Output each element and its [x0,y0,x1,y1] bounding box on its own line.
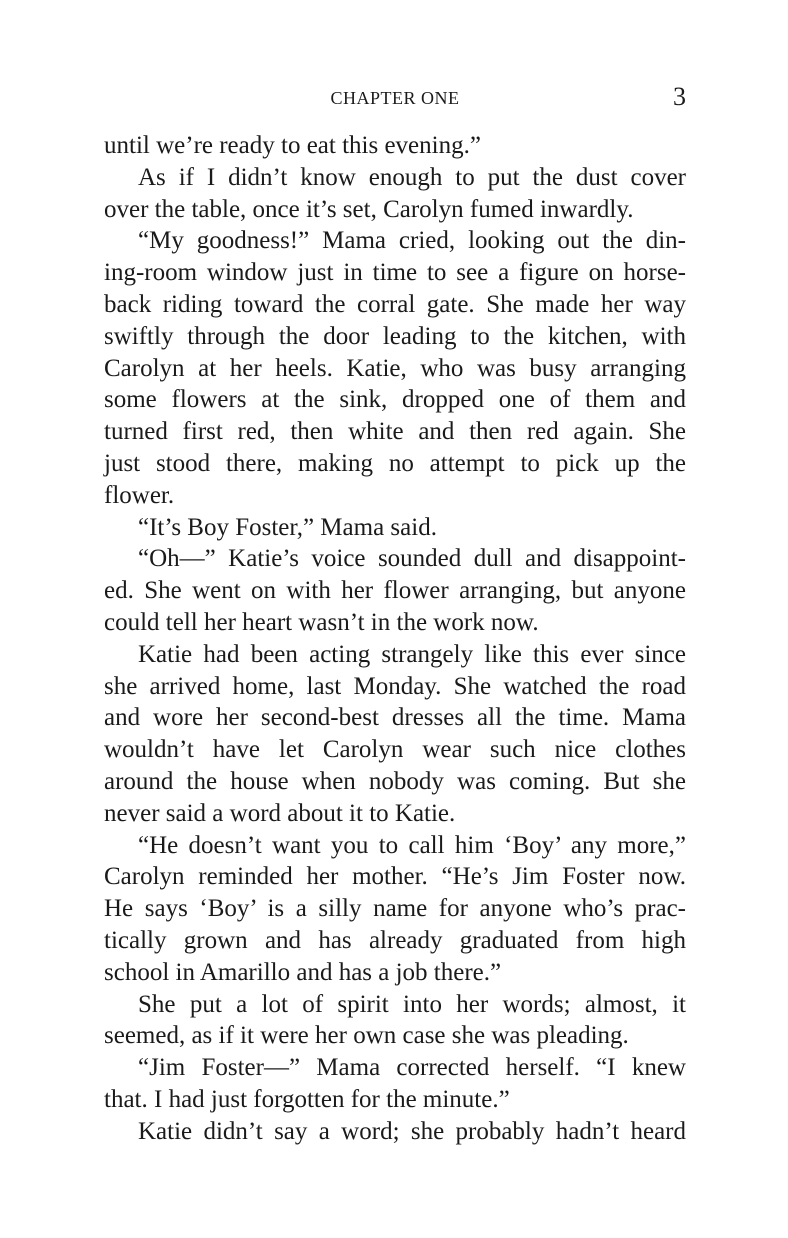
text-line: seemed, as if it were her own case she was pleading. [104,1022,629,1050]
page-number: 3 [673,82,686,111]
text-line: Carolyn reminded her mother. “He’s Jim Foster now. [104,863,686,891]
text-line: over the table, once it’s set, Carolyn fumed inwardly. [104,195,634,223]
text-line: never said a word about it to Katie. [104,799,456,827]
text-line: Katie had been acting strangely like this ever since [138,640,686,668]
text-line: she arrived home, last Monday. She watched the road [104,672,686,700]
text-line: “It’s Boy Foster,” Mama said. [138,513,437,541]
text-line: just stood there, making no attempt to pick up the [104,449,686,477]
text-line: turned first red, then white and then red again. She [104,418,686,446]
text-line: that. I had just forgotten for the minute.” [104,1085,510,1113]
text-line: “Jim Foster—” Mama corrected herself. “I knew [138,1054,686,1082]
text-line: tically grown and has already graduated from high [104,926,686,954]
chapter-title: CHAPTER ONE [330,88,460,108]
text-line: back riding toward the corral gate. She made her way [104,290,686,318]
text-line: He says ‘Boy’ is a silly name for anyone who’s prac- [104,895,686,923]
text-line: could tell her heart wasn’t in the work now. [104,608,539,636]
text-line: As if I didn’t know enough to put the dust cover [138,163,686,191]
text-line: and wore her second-best dresses all the time. Mama [104,704,686,732]
text-line: school in Amarillo and has a job there.” [104,958,502,986]
text-line: until we’re ready to eat this evening.” [104,132,481,159]
text-line: Carolyn at her heels. Katie, who was busy arranging [104,354,686,382]
text-line: “He doesn’t want you to call him ‘Boy’ any more,” [138,831,686,859]
text-line: ing-room window just in time to see a figure on horse- [104,259,686,287]
text-line: some flowers at the sink, dropped one of them and [104,386,686,414]
text-line: around the house when nobody was coming. But she [104,767,686,795]
text-line: “My goodness!” Mama cried, looking out the din- [138,227,686,255]
text-line: flower. [104,481,175,509]
text-line: “Oh—” Katie’s voice sounded dull and disappoint- [138,545,686,573]
text-line: ed. She went on with her flower arranging, but anyone [104,577,686,605]
body-text [104,130,686,1148]
text-line: Katie didn’t say a word; she probably hadn’t heard [138,1117,686,1145]
text-line: She put a lot of spirit into her words; almost, it [138,990,686,1018]
running-header [104,82,686,114]
text-line: wouldn’t have let Carolyn wear such nice clothes [104,736,686,764]
text-line: swiftly through the door leading to the kitchen, with [104,322,686,350]
